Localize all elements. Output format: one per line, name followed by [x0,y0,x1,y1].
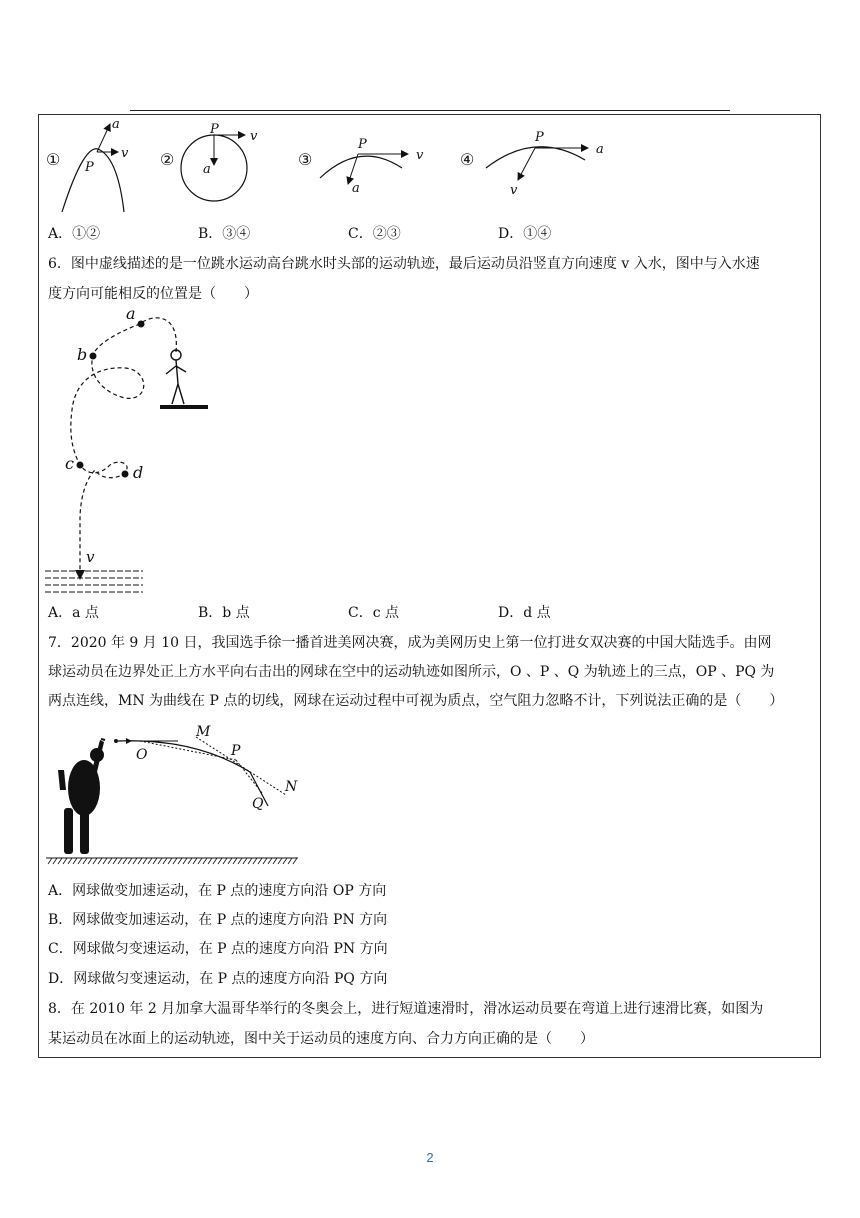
q7-option-d: D．网球做匀变速运动，在 P 点的速度方向沿 PQ 方向 [48,971,388,987]
q5-v-1: v [121,146,129,161]
q6-option-d: D．d 点 [498,605,551,621]
q5-option-d: D．①④ [498,226,552,242]
q8-stem-line-1: 8．在 2010 年 2 月加拿大温哥华举行的冬奥会上，进行短道速滑时，滑冰运动员要在弯道上进行速滑比赛，如图为 [48,1001,764,1017]
q6-option-b: B．b 点 [198,605,250,621]
point-a: a [126,304,136,323]
q5-label-2: ② [160,150,175,169]
velocity-v: v [86,548,95,566]
q7-option-c: C．网球做匀变速运动，在 P 点的速度方向沿 PN 方向 [48,941,388,957]
q5-option-b: B．③④ [198,226,251,242]
q5-a-2: a [203,162,211,177]
ground [46,858,298,864]
q5-option-a: A．①② [48,226,101,242]
q5-label-1: ① [46,150,61,169]
q7-stem-line-3: 两点连线，MN 为曲线在 P 点的切线，网球在运动过程中可视为质点，空气阻力忽略不计，下列说法正确的是（ ） [48,693,784,709]
q6-stem-line-2: 度方向可能相反的位置是（ ） [48,286,258,302]
point-c: c [65,454,74,473]
q6-stem-line-1: 6．图中虚线描述的是一位跳水运动高台跳水时头部的运动轨迹，最后运动员沿竖直方向速度 v 入水，图中与入水速 [48,256,760,272]
q5-v-2: v [250,129,258,144]
q5-a-1: a [112,117,120,132]
q5-label-3: ③ [298,150,313,169]
q5-option-c: C．②③ [348,226,401,242]
q6-option-a: A．a 点 [48,605,99,621]
point-b: b [77,345,88,364]
q5-p-3: P [358,137,367,152]
point-d: d [133,463,144,482]
q5-a-4: a [596,142,604,157]
point-q: Q [252,796,264,812]
q5-v-3: v [416,148,424,163]
q7-stem-line-1: 7．2020 年 9 月 10 日，我国选手徐一播首进美网决赛，成为美网历史上第一位打进女双决赛的中国大陆选手。由网 [48,635,772,651]
q5-v-4: v [510,183,518,198]
q7-stem-line-2: 球运动员在边界处正上方水平向右击出的网球在空中的运动轨迹如图所示，O 、P 、Q 为轨迹上的三点，OP 、PQ 为 [48,664,775,680]
q7-option-a: A．网球做变加速运动，在 P 点的速度方向沿 OP 方向 [48,883,387,899]
q5-p-2: P [210,122,219,137]
point-o: O [136,747,148,763]
page-number: 2 [426,1150,434,1165]
q7-option-b: B．网球做变加速运动，在 P 点的速度方向沿 PN 方向 [48,912,388,928]
q5-p-4: P [535,130,544,145]
q5-p-1: P [85,160,94,175]
tennis-player [58,740,104,854]
q6-option-c: C．c 点 [348,605,400,621]
point-n: N [285,779,298,795]
q5-a-3: a [352,181,360,196]
q8-stem-line-2: 某运动员在冰面上的运动轨迹，图中关于运动员的速度方向、合力方向正确的是（ ） [48,1031,594,1047]
point-m: M [196,724,211,740]
point-p: P [231,743,241,759]
q5-label-4: ④ [460,150,475,169]
